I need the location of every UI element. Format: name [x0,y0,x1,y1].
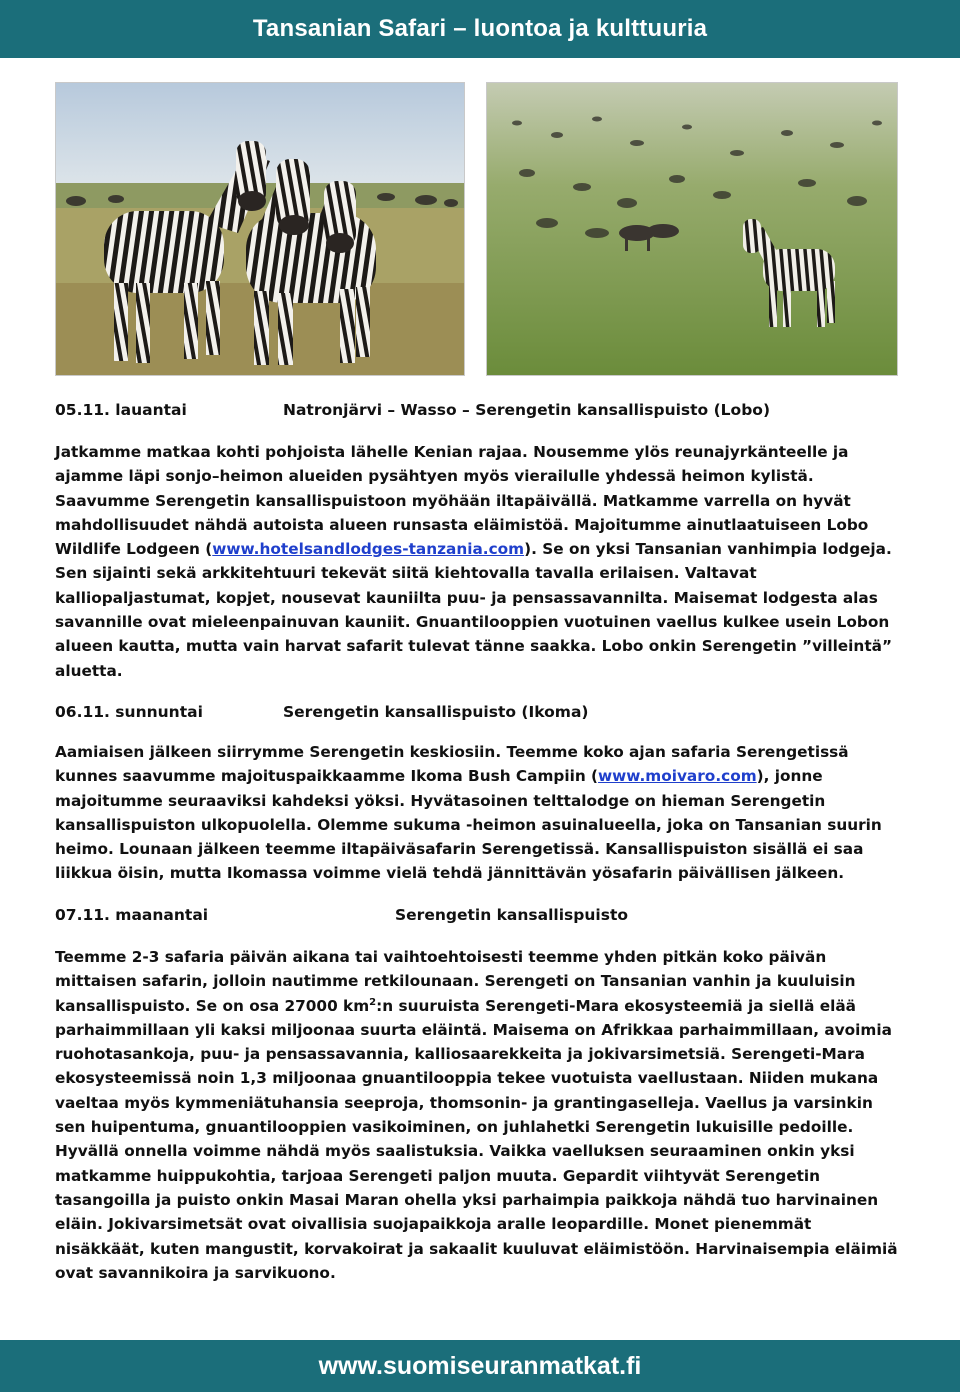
day-paragraph [55,945,905,1285]
day-date: 06.11. sunnuntai [55,703,203,721]
day-heading [55,700,905,724]
page-title: Tansanian Safari – luontoa ja kulttuuria [252,15,708,42]
camp-link[interactable]: www.moivaro.com [598,767,757,786]
superscript: 2 [369,996,377,1008]
savanna-herd-photo [486,82,898,376]
day-date: 05.11. lauantai [55,401,187,419]
day-route: Serengetin kansallispuisto (Ikoma) [283,703,589,721]
lodge-link[interactable]: www.hotelsandlodges-tanzania.com [212,540,525,559]
paragraph-text: ), jonne majoitumme seuraaviksi kahdeksi yöksi. Hyvätasoinen telttalodge on hieman Serengetin kansallispuiston ulkopuolella. Olemme sukuma -heimon asuinalueella, joka on Tansanian suurin heimo. Lounaan jälkeen teemme iltapäiväsafarin Serengetissä. Kansallispuiston sisällä ei saa liikkua öisin, mutta Ikomassa voimme vielä tehdä jännittävän yösafarin päivällisen jälkeen. [55,767,882,883]
footer-url[interactable]: www.suomiseuranmatkat.fi [318,1351,642,1380]
day-route: Natronjärvi – Wasso – Serengetin kansallispuisto (Lobo) [283,401,771,419]
paragraph-text: :n suuruista Serengeti-Mara ekosysteemiä ja siellä elää parhaimmillaan yli kaksi miljoonaa suurta eläintä. Maisema on Afrikkaa parhaimmillaan, avoimia ruohotasankoja, puu- ja pensassavannia, kalliosaarekkeita ja jokivarsimetsiä. Serengeti-Mara ekosysteemissä noin 1,3 miljoonaa gnuantilooppia tekee vuotuista vaellustaan. Niiden mukana vaeltaa myös kymmeniätuhansia seeproja, thomsonin- ja grantingaselleja. Vaellus ja varsinkin sen huipentuma, gnuantilooppien vasikoiminen, on juhlahetki Serengetin lukuisille pedoille. Hyvällä onnella voimme nähdä myös saalistuksia. Vaikka vaelluksen seuraaminen onkin yksi matkamme huippukohtia, tarjoaa Serengeti paljon muuta. Gepardit viihtyvät Serengetin tasangoilla ja puisto onkin Masai Maran ohella yksi parhaimpia paikkoja nähdä tuo harvinainen eläin. Jokivarsimetsät ovat oivallisia suojapaikkoja aralle leopardille. Monet pienemmät nisäkkäät, kuten mangustit, korvakoirat ja sakaalit kuuluvat eläimistöön. Harvinaisempia eläimiä ovat savannikoira ja sarvikuono. [55,996,898,1282]
day-route: Serengetin kansallispuisto [395,906,629,924]
paragraph-text: ). Se on yksi Tansanian vanhimpia lodgeja. Sen sijainti sekä arkkitehtuuri tekevät siitä kiehtovalla tavalla erilaisen. Valtavat kalliopaljastumat, kopjet, nousevat kauniilta puu- ja pensassavannilta. Maisemat lodgesta alas savannille ovat mieleenpainuvan kauniit. Gnuantilooppien vuotuinen vaellus kulkee usein Lobon alueen kautta, mutta vain harvat safarit tulevat tänne saakka. Lobo onkin Serengetin ”villeintä” aluetta. [55,540,893,680]
page-header [0,0,960,58]
paragraph-text: Teemme 2-3 safaria päivän aikana tai vaihtoehtoisesti teemme yhden pitkän koko päivän mittaisen safarin, jolloin nautimme retkilounaan. Serengeti on Tansanian vanhin ja kuuluisin kansallispuisto. Se on osa 27000 km [55,948,856,1015]
paragraph-text: Jatkamme matkaa kohti pohjoista lähelle Kenian rajaa. Nousemme ylös reunajyrkänteelle ja ajamme läpi sonjo [55,443,849,486]
day-paragraph: Jatkamme matkaa kohti pohjoista lähelle Kenian rajaa. Nousemme ylös reunajyrkänteelle ja ajamme läpi sonjo–heimon alueiden pysähtyen myös vierailulle yhdessä heimon kylistä. Saavumme Serengetin kansallispuistoon myöhään iltapäivällä. Matkamme varrella on hyvät mahdollisuudet nähdä autoista alueen runsasta eläimistöä. Majoitumme ainutlaatuiseen Lobo Wildlife Lodgeen (www.hotelsandlodges-tanzania.com). Se on yksi Tansanian vanhimpia lodgeja. Sen sijainti sekä arkkitehtuuri tekevät siitä kiehtovalla tavalla erilaisen. Valtavat kalliopaljastumat, kopjet, nousevat kauniilta puu- ja pensassavannilta. Maisemat lodgesta alas savannille ovat mieleenpainuvan kauniit. Gnuantilooppien vuotuinen vaellus kulkee usein Lobon alueen kautta, mutta vain harvat safarit tulevat tänne saakka. Lobo onkin Serengetin ”villeintä” aluetta. [55,443,893,680]
day-heading [55,398,905,422]
zebras-photo [55,82,465,376]
day-heading [55,903,905,927]
day-date: 07.11. maanantai [55,906,209,924]
page-footer [0,1340,960,1392]
paragraph-text: heimon alueiden pysähtyen myös vierailulle yhdessä heimon kylistä. Saavumme Serengetin kansallispuistoon myöhään iltapäivällä. Matkamme varrella on hyvät mahdollisuudet nähdä autoista alueen runsasta eläimistöä. Majoitumme ainutlaatuiseen Lobo Wildlife Lodgeen ( [55,467,869,559]
paragraph-text: Aamiaisen jälkeen siirrymme Serengetin keskiosiin. Teemme koko ajan safaria Serengetissä kunnes saavumme majoituspaikkaamme Ikoma Bush Campiin ( [55,743,849,786]
day-paragraph [55,740,905,886]
